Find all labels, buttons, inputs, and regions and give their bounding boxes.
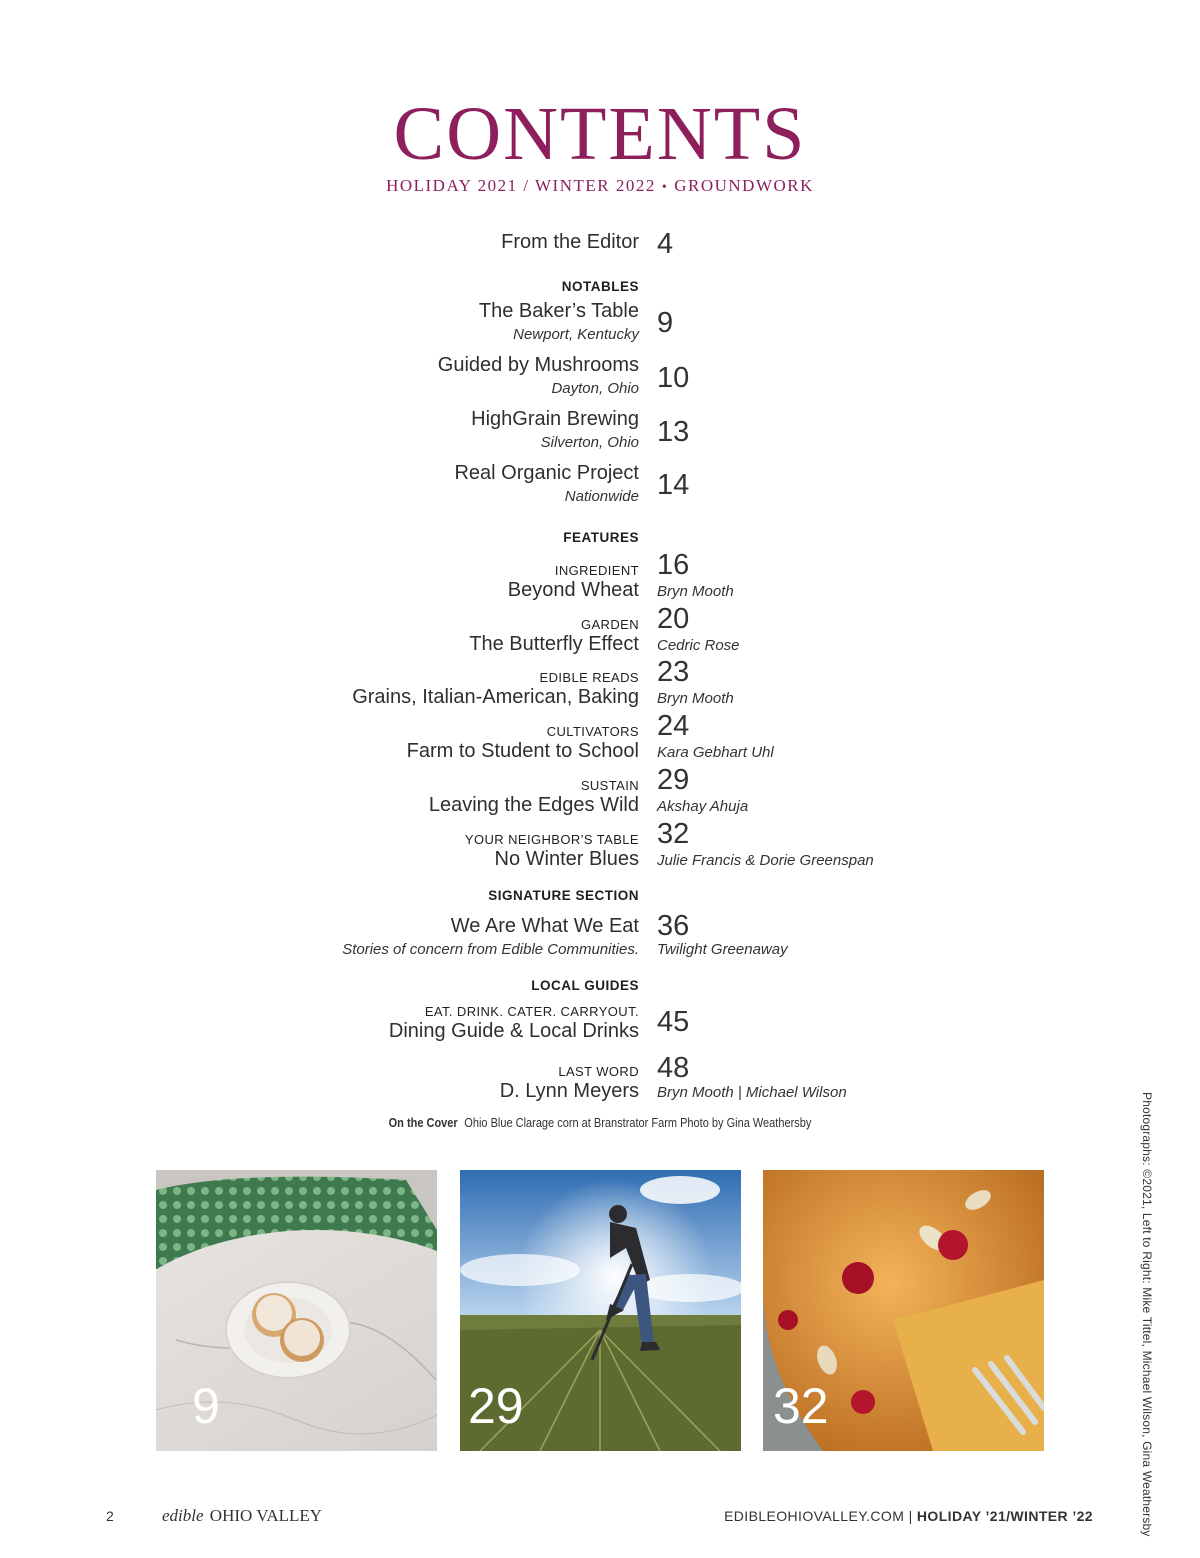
subtitle-separator: • — [661, 180, 669, 195]
toc-item-title[interactable]: Beyond Wheat — [507, 579, 639, 601]
toc-item-category: EDIBLE READS — [539, 670, 639, 685]
issue-theme: GROUNDWORK — [674, 176, 814, 195]
toc-item-location: Newport, Kentucky — [513, 326, 639, 343]
toc-item-title[interactable]: Real Organic Project — [454, 462, 639, 484]
toc-item-author: Twilight Greenaway — [657, 941, 788, 958]
cover-text: Ohio Blue Clarage corn at Branstrator Farm Photo by Gina Weathersby — [464, 1116, 812, 1130]
footer-divider: | — [908, 1508, 913, 1524]
toc-item-page: 29 — [657, 764, 690, 796]
cover-caption — [72, 1116, 1128, 1130]
footer-page-number: 2 — [106, 1508, 114, 1524]
toc-item-title[interactable]: The Butterfly Effect — [469, 633, 639, 655]
toc-item-author: Bryn Mooth — [657, 690, 734, 707]
footer-site-link[interactable]: EDIBLEOHIOVALLEY.COM — [724, 1508, 905, 1524]
toc-item-title[interactable]: Guided by Mushrooms — [437, 354, 639, 376]
toc-item-title[interactable]: The Baker’s Table — [478, 300, 639, 322]
toc-item-subtitle: Stories of concern from Edible Communities. — [342, 941, 639, 958]
toc-item-category: GARDEN — [580, 617, 639, 632]
issue-label: HOLIDAY 2021 / WINTER 2022 — [386, 176, 656, 195]
toc-item-page: 23 — [657, 656, 690, 688]
toc-item-title[interactable]: We Are What We Eat — [450, 915, 639, 937]
brand-italic: edible — [162, 1506, 204, 1525]
photo-page-number: 9 — [192, 1378, 220, 1434]
photo-farmer-field[interactable] — [460, 1170, 741, 1451]
toc-item-page: 10 — [657, 362, 690, 394]
toc-item-location: Silverton, Ohio — [540, 434, 639, 451]
toc-item-author: Bryn Mooth — [657, 583, 734, 600]
toc-editor-title[interactable]: From the Editor — [501, 231, 639, 253]
footer-brand — [162, 1506, 322, 1526]
toc-item-page: 48 — [657, 1052, 690, 1084]
section-heading-signature: SIGNATURE SECTION — [488, 888, 639, 903]
toc-item-location: Dayton, Ohio — [551, 380, 639, 397]
toc-item-title[interactable]: Farm to Student to School — [406, 740, 639, 762]
toc-item-title[interactable]: D. Lynn Meyers — [499, 1080, 639, 1102]
toc-item-category: YOUR NEIGHBOR’S TABLE — [464, 832, 639, 847]
section-heading-notables: NOTABLES — [561, 279, 639, 294]
toc-item-title[interactable]: Grains, Italian-American, Baking — [352, 686, 639, 708]
photo-page-number: 32 — [773, 1378, 829, 1434]
toc-item-page: 16 — [657, 549, 690, 581]
photo-squash-dessert[interactable] — [763, 1170, 1044, 1451]
photo-pastries[interactable] — [156, 1170, 437, 1451]
toc-item-title[interactable]: HighGrain Brewing — [471, 408, 639, 430]
footer-issue-label: HOLIDAY ’21/WINTER ’22 — [916, 1508, 1093, 1524]
toc-item-page: 36 — [657, 910, 690, 942]
toc-item-page: 24 — [657, 710, 690, 742]
toc-item-author: Julie Francis & Dorie Greenspan — [657, 852, 874, 869]
toc-item-author: Cedric Rose — [657, 637, 740, 654]
toc-item-category: EAT. DRINK. CATER. CARRYOUT. — [424, 1004, 639, 1019]
toc-item-location: Nationwide — [564, 488, 639, 505]
toc-item-author: Kara Gebhart Uhl — [657, 744, 774, 761]
footer-issue — [724, 1508, 1093, 1524]
brand-name: OHIO VALLEY — [209, 1506, 323, 1525]
toc-item-page: 9 — [657, 307, 674, 339]
toc-item-title[interactable]: Leaving the Edges Wild — [428, 794, 639, 816]
toc-item-category: INGREDIENT — [554, 563, 639, 578]
toc-item-page: 45 — [657, 1006, 690, 1038]
section-heading-features: FEATURES — [563, 530, 639, 545]
toc-item-category: CULTIVATORS — [546, 724, 639, 739]
toc-item-page: 13 — [657, 416, 690, 448]
toc-item-category: SUSTAIN — [580, 778, 639, 793]
toc-item-title[interactable]: No Winter Blues — [494, 848, 639, 870]
photo-page-number: 29 — [468, 1378, 524, 1434]
page-title: CONTENTS — [393, 92, 807, 176]
photo-credit: Photographs: ©2021, Left to Right: Mike Tittel, Michael Wilson, Gina Weathersby — [1140, 1092, 1154, 1537]
section-heading-local-guides: LOCAL GUIDES — [531, 978, 639, 993]
toc-editor-page: 4 — [657, 228, 674, 260]
toc-item-author: Akshay Ahuja — [657, 798, 749, 815]
toc-item-category: LAST WORD — [558, 1064, 639, 1079]
toc-item-page: 32 — [657, 818, 690, 850]
toc-item-author: Bryn Mooth | Michael Wilson — [657, 1084, 847, 1101]
cover-label: On the Cover — [388, 1116, 458, 1130]
toc-item-title[interactable]: Dining Guide & Local Drinks — [388, 1020, 639, 1042]
toc-item-page: 20 — [657, 603, 690, 635]
toc-item-page: 14 — [657, 469, 690, 501]
